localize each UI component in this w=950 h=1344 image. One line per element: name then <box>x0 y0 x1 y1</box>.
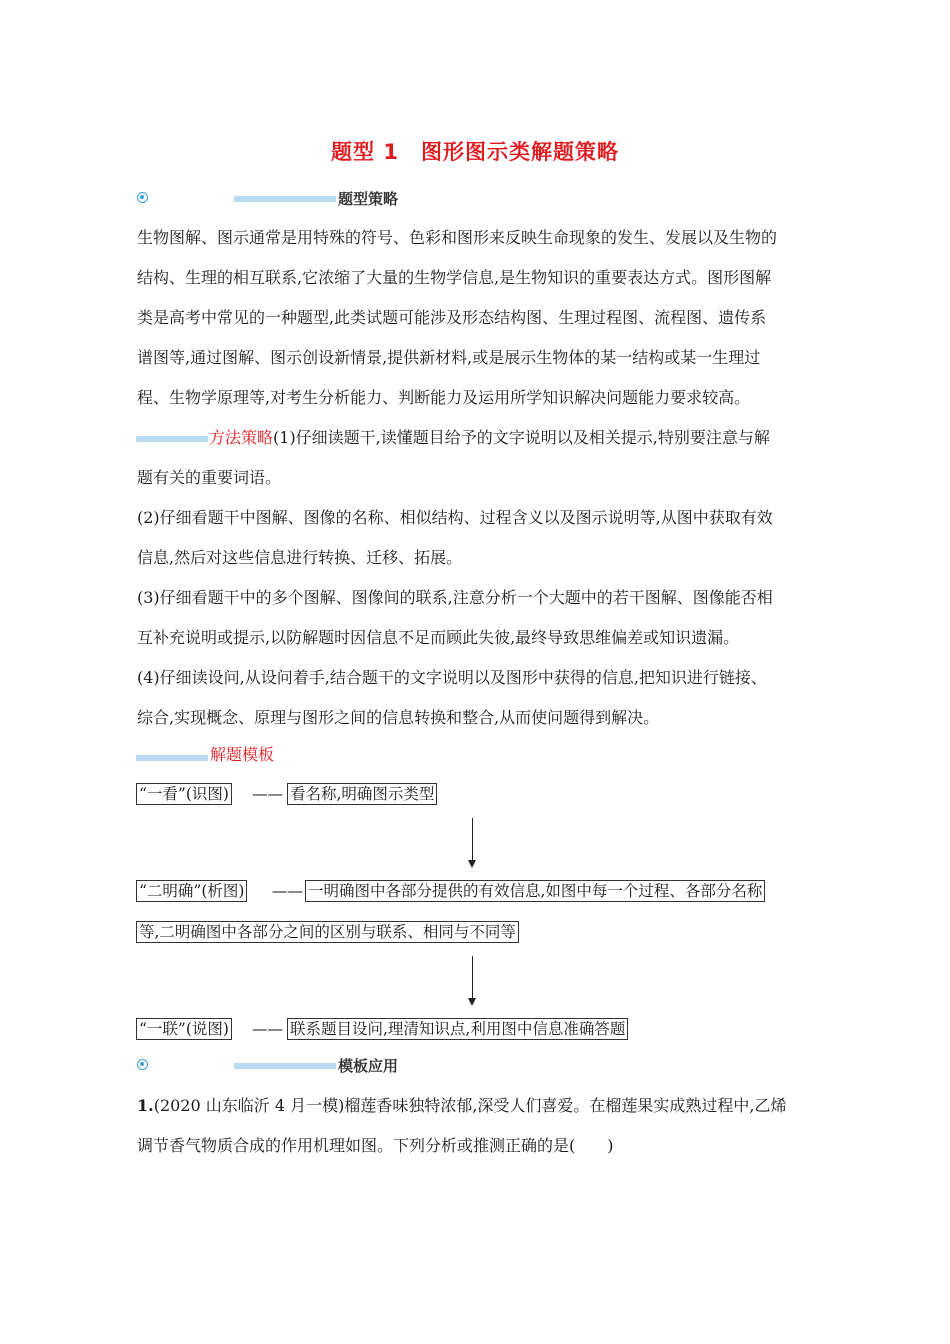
section-bar <box>234 196 336 202</box>
method-line: (4)仔细读设问,从设问着手,结合题干的文字说明以及图形中获得的信息,把知识进行链接、 <box>137 668 767 687</box>
method-line: 综合,实现概念、原理与图形之间的信息转换和整合,从而使问题得到解决。 <box>137 708 660 727</box>
method-paragraph <box>137 418 817 738</box>
arrow-line <box>472 818 473 864</box>
flow-step2-label: “二明确”(析图) <box>136 880 247 902</box>
method-line: 信息,然后对这些信息进行转换、迁移、拓展。 <box>137 548 463 567</box>
section-heading-strategy: 题型策略 <box>338 190 399 208</box>
intro-line: 谱图等,通过图解、图示创设新情景,提供新材料,或是展示生物体的某一结构或某一生理过 <box>137 348 761 367</box>
page-title: 题型 1 图形图示类解题策略 <box>331 140 619 164</box>
question-number: 1. <box>137 1096 154 1115</box>
flow-step2-desc-line1: 一明确图中各部分提供的有效信息,如图中每一个过程、各部分名称 <box>305 880 765 902</box>
flow-step2-desc-line2: 等,二明确图中各部分之间的区别与联系、相同与不同等 <box>136 921 519 943</box>
intro-line: 程、生物学原理等,对考生分析能力、判断能力及运用所学知识解决问题能力要求较高。 <box>137 388 751 407</box>
arrow-line <box>472 956 473 1002</box>
target-circle-icon <box>137 1059 148 1070</box>
section-heading-application: 模板应用 <box>338 1057 399 1075</box>
arrow-down-icon <box>468 860 476 868</box>
intro-paragraph <box>137 218 817 418</box>
section-heading-method: 方法策略 <box>209 428 274 447</box>
method-line: 方法策略(1)仔细读题干,读懂题目给予的文字说明以及相关提示,特别要注意与解 <box>209 428 770 447</box>
method-line: 题有关的重要词语。 <box>137 468 282 487</box>
question-block <box>137 1086 817 1166</box>
intro-line: 生物图解、图示通常是用特殊的符号、色彩和图形来反映生命现象的发生、发展以及生物的 <box>137 228 778 247</box>
intro-line: 类是高考中常见的一种题型,此类试题可能涉及形态结构图、生理过程图、流程图、遗传系 <box>137 308 767 327</box>
flow-step1-desc: 看名称,明确图示类型 <box>287 783 437 805</box>
method-line: 互补充说明或提示,以防解题时因信息不足而顾此失彼,最终导致思维偏差或知识遗漏。 <box>137 628 740 647</box>
flow-dash: —— <box>252 1020 283 1038</box>
flow-step3-desc: 联系题目设问,理清知识点,利用图中信息准确答题 <box>287 1018 628 1040</box>
intro-line: 结构、生理的相互联系,它浓缩了大量的生物学信息,是生物知识的重要表达方式。图形图解 <box>137 268 772 287</box>
flow-dash: —— <box>272 882 303 900</box>
flow-step3-label: “一联”(说图) <box>136 1018 232 1040</box>
method-line: (2)仔细看题干中图解、图像的名称、相似结构、过程含义以及图示说明等,从图中获取有效 <box>137 508 773 527</box>
target-circle-icon <box>137 192 148 203</box>
question-line: 1.(2020 山东临沂 4 月一模)榴莲香味独特浓郁,深受人们喜爱。在榴莲果实成熟过程中,乙烯 <box>137 1096 787 1115</box>
arrow-down-icon <box>468 998 476 1006</box>
flow-step1-label: “一看”(识图) <box>136 783 232 805</box>
template-bar <box>136 755 208 761</box>
question-line: 调节香气物质合成的作用机理如图。下列分析或推测正确的是( ) <box>137 1136 614 1155</box>
flow-dash: —— <box>252 785 283 803</box>
section-bar <box>234 1063 336 1069</box>
method-line: (3)仔细看题干中的多个图解、图像间的联系,注意分析一个大题中的若干图解、图像能否相 <box>137 588 773 607</box>
section-heading-template: 解题模板 <box>210 745 275 764</box>
